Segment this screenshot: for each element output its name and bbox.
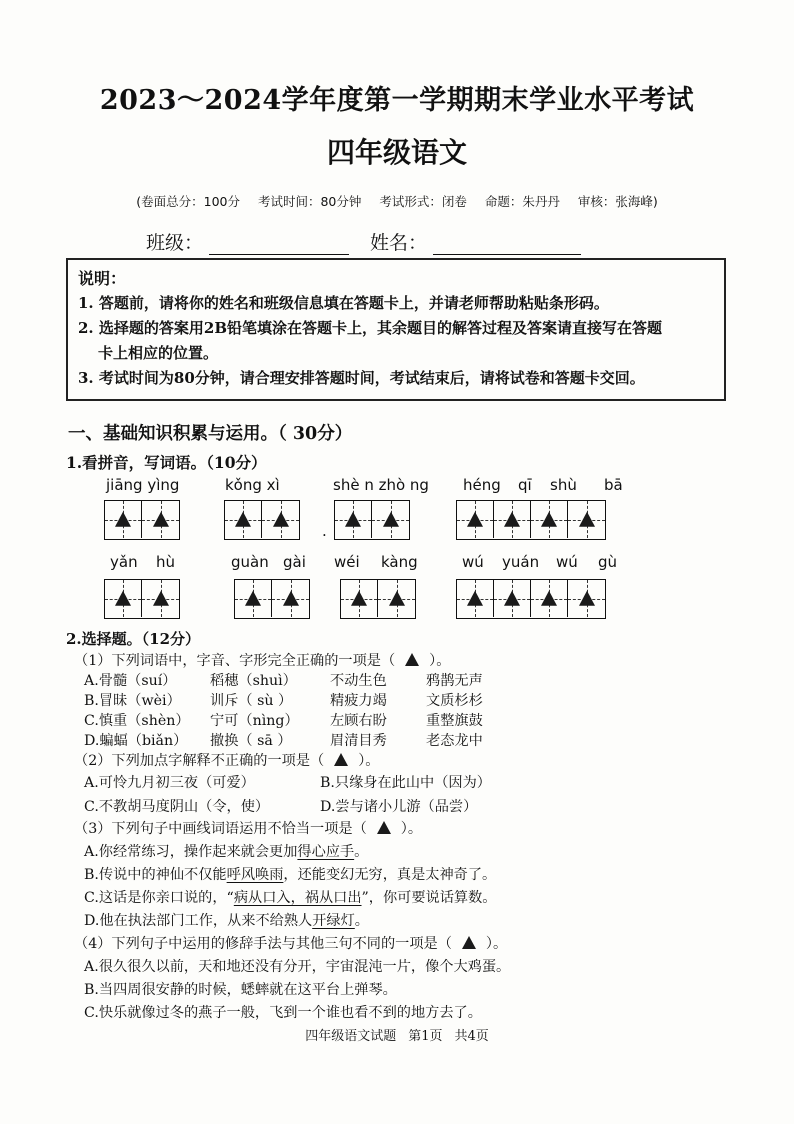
- option-a: A.很久很久以前，天和地还没有分开，宇宙混沌一片，像个大鸡蛋。: [84, 959, 511, 975]
- option-b-3: 精疲力竭: [330, 693, 387, 709]
- answer-triangle-icon[interactable]: [377, 821, 391, 834]
- info-author: 命题：朱丹丹: [484, 194, 560, 209]
- option-d: D.尝与诸小儿游（品尝）: [320, 799, 478, 815]
- option-c-4: 重整旗鼓: [426, 713, 483, 729]
- writing-cell[interactable]: [568, 501, 605, 538]
- triangle-marker-icon: [504, 590, 520, 605]
- triangle-marker-icon: [383, 511, 399, 526]
- question-2-title: 2.选择题。（12分）: [66, 630, 201, 648]
- underlined-phrase: 呼风唤雨: [226, 867, 284, 883]
- underlined-phrase: 病从口入，祸从口出: [233, 890, 362, 906]
- triangle-marker-icon: [389, 590, 405, 605]
- answer-triangle-icon[interactable]: [405, 653, 419, 666]
- option-a: A.可怜九月初三夜（可爱）: [84, 775, 255, 791]
- option-a-1: A.骨髓（suí）: [84, 673, 177, 689]
- writing-cell[interactable]: [262, 501, 299, 538]
- pinyin-label: gù: [598, 553, 618, 571]
- triangle-marker-icon: [467, 590, 483, 605]
- option-d-2: 撤换（ sā ）: [210, 733, 292, 749]
- writing-grid: [234, 579, 310, 619]
- exam-subject: 四年级语文: [326, 136, 467, 169]
- footer-page: 第1页: [408, 1029, 443, 1044]
- instructions-heading: 说明：: [78, 269, 127, 288]
- writing-cell[interactable]: [142, 580, 179, 617]
- pinyin-label: shè n zhò ng: [333, 476, 429, 494]
- option-a-3: 不动生色: [330, 673, 387, 689]
- pinyin-label: hù: [156, 553, 176, 571]
- writing-cell[interactable]: [142, 501, 179, 538]
- writing-grid: [334, 500, 410, 540]
- instruction-item-continued: 卡上相应的位置。: [98, 344, 219, 362]
- triangle-marker-icon: [245, 590, 261, 605]
- option-b: B.传说中的神仙不仅能呼风唤雨，还能变幻无穷，真是太神奇了。: [84, 867, 497, 883]
- pinyin-label: wú: [462, 553, 484, 571]
- writing-grid: [456, 500, 606, 540]
- writing-cell[interactable]: [225, 501, 262, 538]
- pinyin-label: shù: [550, 476, 577, 494]
- option-d-1: D.蝙蝠（biǎn）: [84, 733, 188, 749]
- pinyin-label: qī: [518, 476, 532, 494]
- writing-cell[interactable]: [341, 580, 378, 617]
- instructions-box: [66, 258, 726, 401]
- writing-cell[interactable]: [568, 580, 605, 617]
- footer-total: 共4页: [454, 1029, 489, 1044]
- info-format: 考试形式：闭卷: [379, 194, 467, 209]
- class-blank[interactable]: [209, 236, 349, 255]
- option-b: B.只缘身在此山中（因为）: [320, 775, 491, 791]
- section-title: 一、基础知识积累与运用。（ 30分）: [68, 424, 353, 444]
- question-2-4-stem: （4）下列句子中运用的修辞手法与其他三句不同的一项是（ ）。: [74, 936, 508, 952]
- question-2-1-stem: （1）下列词语中，字音、字形完全正确的一项是（ ）。: [74, 653, 451, 669]
- pinyin-label: wú: [556, 553, 578, 571]
- triangle-marker-icon: [345, 511, 361, 526]
- writing-cell[interactable]: [235, 580, 272, 617]
- triangle-marker-icon: [579, 590, 595, 605]
- pinyin-label: kàng: [381, 553, 418, 571]
- writing-grid: [456, 579, 606, 619]
- triangle-marker-icon: [541, 511, 557, 526]
- option-d: D.他在执法部门工作，从来不给熟人开绿灯。: [84, 913, 369, 929]
- question-1-title: 1.看拼音，写词语。（10分）: [66, 453, 267, 472]
- name-blank[interactable]: [433, 236, 581, 255]
- triangle-marker-icon: [541, 590, 557, 605]
- triangle-marker-icon: [351, 590, 367, 605]
- writing-cell[interactable]: [105, 580, 142, 617]
- info-time: 考试时间：80分钟: [257, 194, 362, 209]
- pinyin-label: bā: [604, 476, 623, 494]
- instruction-item: 3. 考试时间为80分钟，请合理安排答题时间，考试结束后，请将试卷和答题卡交回。: [78, 369, 645, 387]
- writing-cell[interactable]: [378, 580, 415, 617]
- triangle-marker-icon: [273, 511, 289, 526]
- name-label: 姓名：: [370, 232, 428, 254]
- option-d-4: 老态龙中: [426, 733, 483, 749]
- triangle-marker-icon: [235, 511, 251, 526]
- info-reviewer: 审核：张海峰): [577, 194, 658, 209]
- question-2-2-stem: （2）下列加点字解释不正确的一项是（ ）。: [74, 753, 380, 769]
- triangle-marker-icon: [153, 590, 169, 605]
- pinyin-label: wéi: [334, 553, 360, 571]
- underlined-phrase: 得心应手: [297, 844, 355, 860]
- triangle-marker-icon: [153, 511, 169, 526]
- option-b: B.当四周很安静的时候，蟋蟀就在这平台上弹琴。: [84, 982, 397, 998]
- answer-triangle-icon[interactable]: [462, 936, 476, 949]
- option-c: C.快乐就像过冬的燕子一般，飞到一个谁也看不到的地方去了。: [84, 1005, 482, 1021]
- pinyin-label: jiāng yìng: [106, 476, 180, 494]
- page-footer: [0, 1025, 794, 1044]
- footer-exam-name: 四年级语文试题: [305, 1029, 397, 1044]
- instruction-item: 2. 选择题的答案用2B铅笔填涂在答题卡上，其余题目的解答过程及答案请直接写在答题: [78, 319, 663, 337]
- option-a-4: 鸦鹊无声: [426, 673, 483, 689]
- writing-cell[interactable]: [335, 501, 372, 538]
- info-total: (卷面总分：100分: [136, 194, 240, 209]
- pinyin-label: yuán: [502, 553, 540, 571]
- option-b-1: B.冒昧（wèi）: [84, 693, 181, 709]
- option-c-2: 宁可（nìng）: [210, 713, 299, 729]
- pinyin-label: héng: [463, 476, 501, 494]
- triangle-marker-icon: [115, 590, 131, 605]
- stray-dot: .: [322, 522, 327, 540]
- question-2-3-stem: （3）下列句子中画线词语运用不恰当一项是（ ）。: [74, 821, 423, 837]
- writing-cell[interactable]: [372, 501, 409, 538]
- option-c: C.这话是你亲口说的，“病从口入，祸从口出”，你可要说话算数。: [84, 890, 497, 906]
- exam-info: [0, 192, 794, 210]
- underlined-phrase: 开绿灯: [312, 913, 355, 929]
- triangle-marker-icon: [504, 511, 520, 526]
- writing-cell[interactable]: [272, 580, 309, 617]
- pinyin-label: yǎn: [110, 553, 138, 571]
- pinyin-label: guàn: [231, 553, 269, 571]
- class-label: 班级：: [146, 232, 204, 254]
- writing-cell[interactable]: [494, 501, 531, 538]
- name-field: [370, 228, 581, 255]
- option-b-2: 训斥（ sù ）: [210, 693, 293, 709]
- option-c-3: 左顾右盼: [330, 713, 387, 729]
- option-a: A.你经常练习，操作起来就会更加得心应手。: [84, 844, 369, 860]
- option-a-2: 稻穗（shuì）: [210, 673, 297, 689]
- option-d-3: 眉清目秀: [330, 733, 387, 749]
- writing-cell[interactable]: [531, 501, 568, 538]
- option-c-1: C.慎重（shèn）: [84, 713, 190, 729]
- triangle-marker-icon: [579, 511, 595, 526]
- class-field: [146, 228, 349, 255]
- writing-cell[interactable]: [494, 580, 531, 617]
- writing-cell[interactable]: [105, 501, 142, 538]
- writing-grid: [224, 500, 300, 540]
- option-c: C.不教胡马度阴山（令，使）: [84, 799, 270, 815]
- answer-triangle-icon[interactable]: [334, 753, 348, 766]
- option-b-4: 文质杉杉: [426, 693, 483, 709]
- writing-grid: [104, 500, 180, 540]
- pinyin-label: kǒng xì: [225, 476, 280, 494]
- exam-title: 2023～2024学年度第一学期期末学业水平考试: [99, 85, 695, 116]
- triangle-marker-icon: [115, 511, 131, 526]
- pinyin-label: gài: [283, 553, 306, 571]
- writing-cell[interactable]: [531, 580, 568, 617]
- writing-cell[interactable]: [457, 580, 494, 617]
- triangle-marker-icon: [283, 590, 299, 605]
- instruction-item: 1. 答题前，请将你的姓名和班级信息填在答题卡上，并请老师帮助粘贴条形码。: [78, 294, 609, 312]
- writing-grid: [340, 579, 416, 619]
- triangle-marker-icon: [467, 511, 483, 526]
- writing-grid: [104, 579, 180, 619]
- writing-cell[interactable]: [457, 501, 494, 538]
